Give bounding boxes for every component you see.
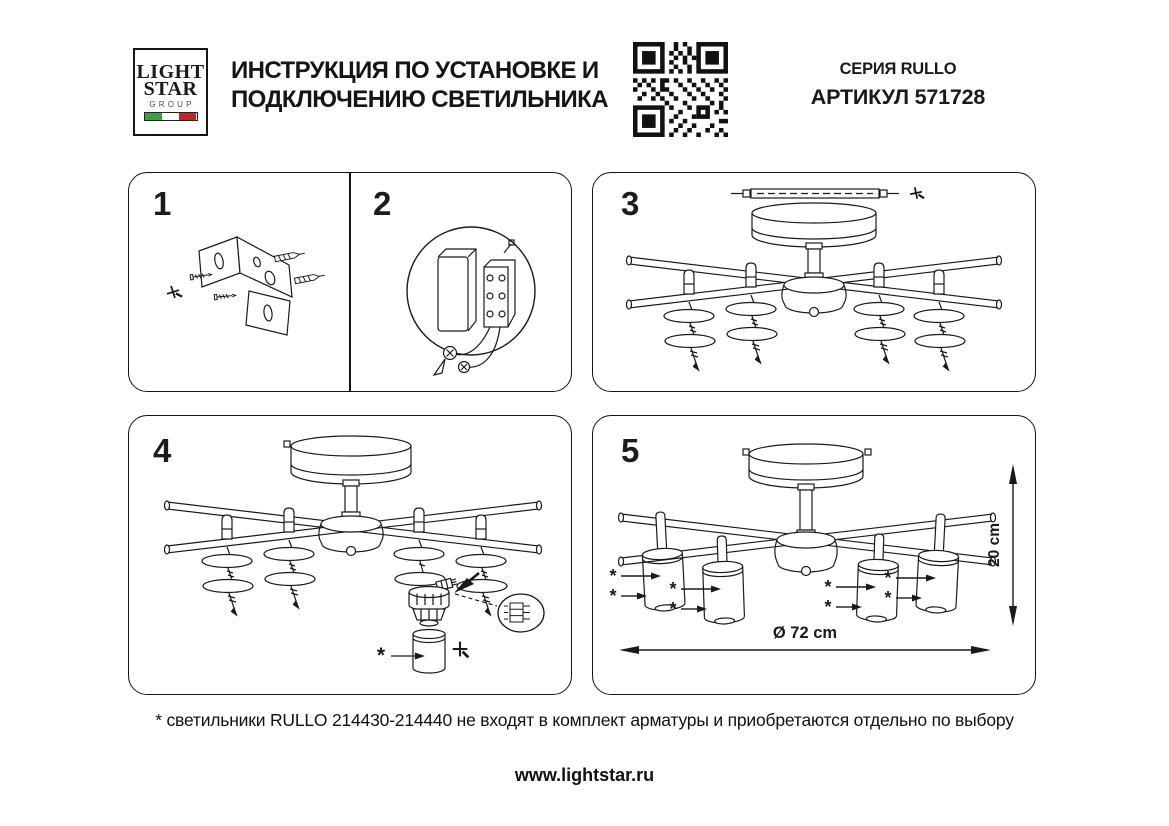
- logo-word-light: LIGHT: [136, 60, 205, 83]
- panel-step-3: [592, 172, 1036, 392]
- asterisk-marker: *: [669, 579, 677, 599]
- footnote-text: * светильники RULLO 214430-214440 не входят в комплект арматуры и приобретаются отдельно по выбору: [155, 710, 1014, 730]
- panel-step-5: [592, 415, 1036, 695]
- step1-bracket-illustration: [129, 173, 349, 391]
- step3-fixture-illustration: [593, 173, 1035, 391]
- asterisk-marker: *: [824, 577, 832, 597]
- page-title-line2: ПОДКЛЮЧЕНИЮ СВЕТИЛЬНИКА: [231, 86, 608, 113]
- logo-word-group: GROUP: [149, 99, 195, 109]
- lightstar-logo: [133, 48, 208, 136]
- step-number-1: 1: [153, 185, 172, 222]
- website-url: www.lightstar.ru: [514, 765, 655, 785]
- asterisk-marker: *: [609, 586, 617, 606]
- article-label: АРТИКУЛ 571728: [810, 85, 986, 109]
- italian-flag-icon: [144, 112, 198, 121]
- asterisk-marker: *: [609, 566, 617, 586]
- panel-steps-1-2: [128, 172, 572, 392]
- step-number-2: 2: [373, 185, 392, 222]
- asterisk-marker: *: [376, 644, 386, 667]
- diameter-dimension-label: Ø 72 cm: [772, 624, 838, 642]
- asterisk-marker: *: [824, 597, 832, 617]
- page-title: [231, 56, 608, 114]
- qr-code-icon: [633, 42, 728, 137]
- asterisk-marker: *: [669, 599, 677, 619]
- step-number-4: 4: [153, 432, 172, 469]
- page-title-line1: ИНСТРУКЦИЯ ПО УСТАНОВКЕ И: [231, 57, 599, 84]
- asterisk-marker: *: [884, 568, 892, 588]
- panel-step-4: [128, 415, 572, 695]
- step4-lamp-mounting-illustration: [129, 416, 571, 694]
- height-dimension-label: 20 cm: [986, 523, 1003, 567]
- step5-assembled-fixture-illustration: [593, 416, 1035, 694]
- series-label: СЕРИЯ RULLO: [839, 60, 957, 78]
- step-number-3: 3: [621, 185, 640, 222]
- logo-word-star: STAR: [143, 77, 198, 100]
- asterisk-marker: *: [884, 588, 892, 608]
- step-number-5: 5: [621, 432, 640, 469]
- product-info: [770, 60, 1026, 110]
- step2-wiring-illustration: [350, 173, 571, 391]
